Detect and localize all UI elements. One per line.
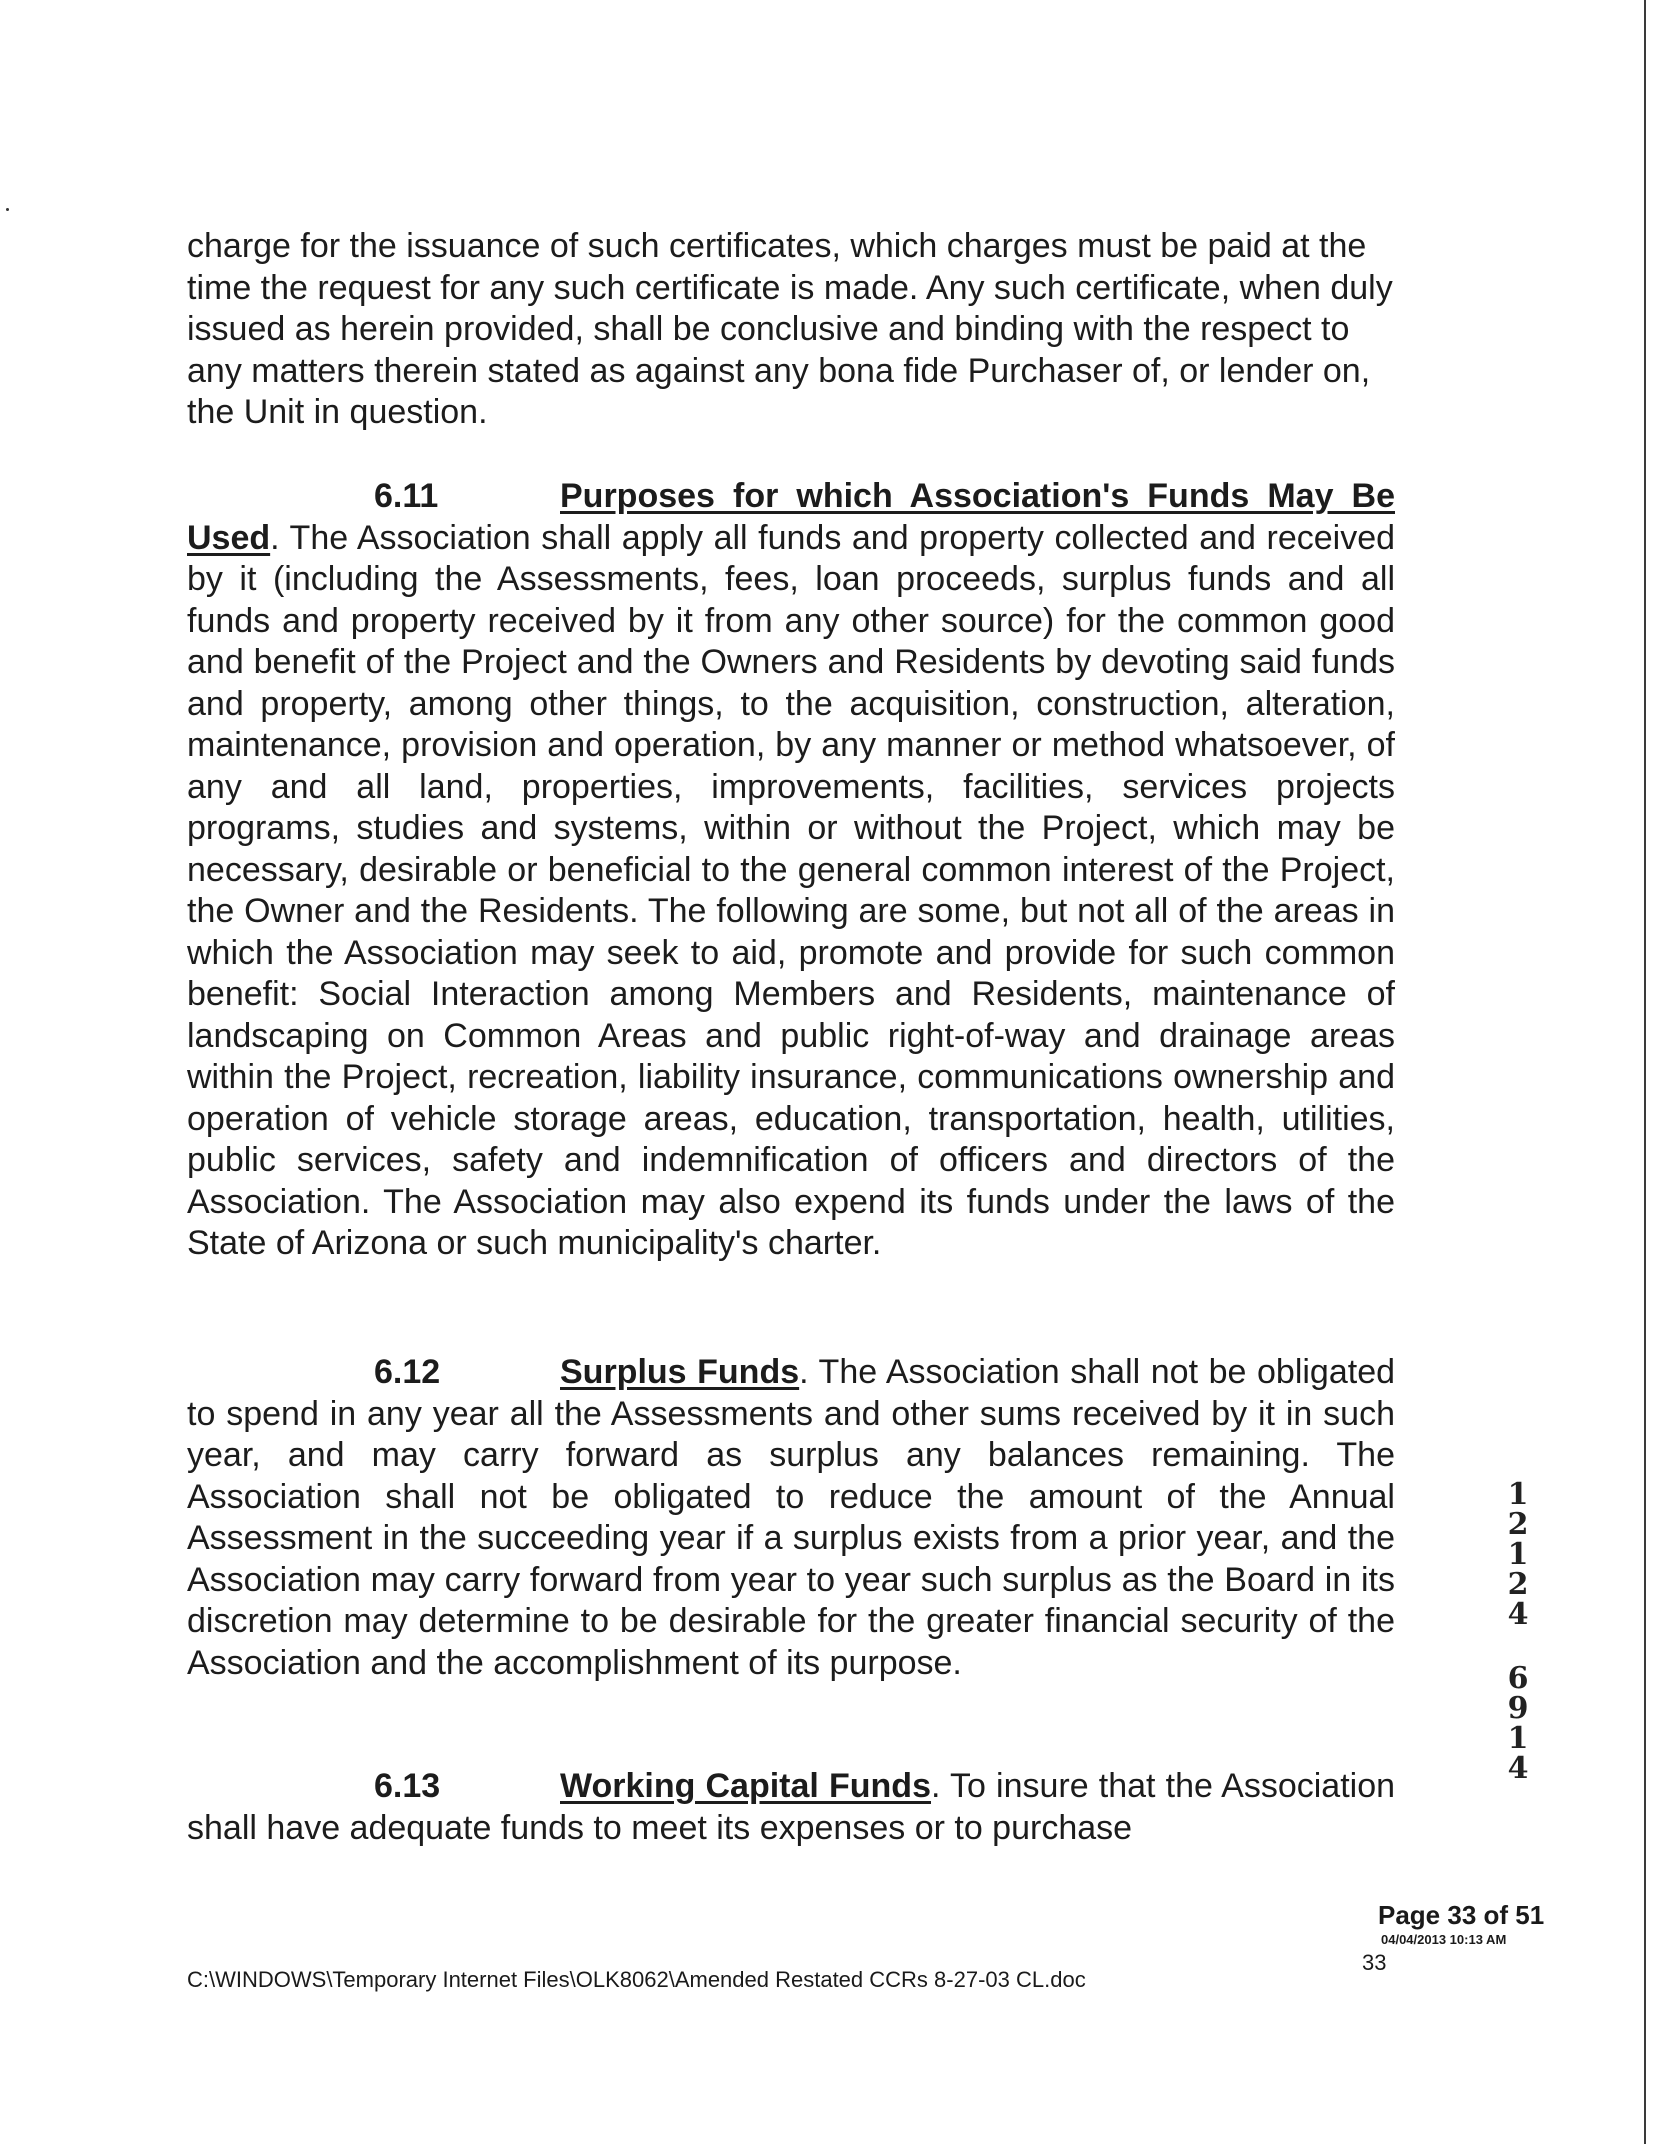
- section-6-11: 6.11 Purposes for which Association's Funds May Be Used. The Association shall apply all funds and property collected and received by it (including the Assessments, fees, loan proceeds, surplus funds and all funds and property received by it from any other source) for the common good and benefit of the Project and the Owners and Residents by devoting said funds and property, among other things, to the acquisition, construction, alteration, maintenance, provision and operation, by any manner or method whatsoever, of any and all land, properties, improvements, facilities, services projects programs, studies and systems, within or without the Project, which may be necessary, desirable or beneficial to the general common interest of the Project, the Owner and the Residents. The following are some, but not all of the areas in which the Association may seek to aid, promote and provide for such common benefit: Social Interaction among Members and Residents, maintenance of landscaping on Common Areas and public right-of-way and drainage areas within the Project, recreation, liability insurance, communications ownership and operation of vehicle storage areas, education, transportation, health, utilities, public services, safety and indemnification of officers and directors of the Association. The Association may also expend its funds under the laws of the State of Arizona or such municipality's charter.: [187, 477, 1396, 1262]
- section-6-12: 6.12 Surplus Funds. The Association shall not be obligated to spend in any year all the Assessments and other sums received by it in such year, and may carry forward as surplus any balances remaining. The Association shall not be obligated to reduce the amount of the Annual Assessment in the succeeding year if a surplus exists from a prior year, and the Association may carry forward from year to year such surplus as the Board in its discretion may determine to be desirable for the greater financial security of the Association and the accomplishment of its purpose.: [187, 1353, 1396, 1682]
- stamp-digit: 1: [1507, 1537, 1529, 1572]
- stamp-digit: 4: [1507, 1751, 1529, 1786]
- stamp-digit: 1: [1507, 1477, 1529, 1512]
- stamp-digit: 4: [1507, 1597, 1529, 1632]
- section-title: Working Capital Funds: [560, 1767, 931, 1805]
- section-number: 6.12: [374, 1353, 441, 1391]
- stamp-digit: 9: [1507, 1691, 1529, 1726]
- print-datetime: 04/04/2013 10:13 AM: [1381, 1932, 1507, 1947]
- paragraph-continuation: charge for the issuance of such certificates, which charges must be paid at the time the request for any such certificate is made. Any such certificate, when duly issued as herein provided, shall be conclusive and binding with the respect to any matters therein stated as against any bona fide Purchaser of, or lender on, the Unit in question.: [187, 227, 1393, 431]
- stamp-digit: 1: [1507, 1721, 1529, 1756]
- scan-edge-line: [1644, 0, 1646, 2144]
- section-number: 6.11: [374, 477, 439, 515]
- recording-number-stamp: [1502, 1477, 1534, 1786]
- scan-speck: [6, 208, 9, 211]
- stamp-digit: 2: [1507, 1567, 1529, 1602]
- section-body: The Association shall apply all funds and property collected and received by it (including the Assessments, fees, loan proceeds, surplus funds and all funds and property received by it from any other source) for the common good and benefit of the Project and the Owners and Residents by devoting said funds and property, among other things, to the acquisition, construction, alteration, maintenance, provision and operation, by any manner or method whatsoever, of any and all land, properties, improvements, facilities, services projects programs, studies and systems, within or without the Project, which may be necessary, desirable or beneficial to the general common interest of the Project, the Owner and the Residents. The following are some, but not all of the areas in which the Association may seek to aid, promote and provide for such common benefit: Social Interaction among Members and Residents, maintenance of landscaping on Common Areas and public right-of-way and drainage areas within the Project, recreation, liability insurance, communications ownership and operation of vehicle storage areas, education, transportation, health, utilities, public services, safety and indemnification of officers and directors of the Association. The Association may also expend its funds under the laws of the State of Arizona or such municipality's charter.: [187, 518, 1396, 1262]
- stamp-digit: 2: [1507, 1507, 1529, 1542]
- stamp-digit: 6: [1507, 1661, 1529, 1696]
- section-title: Surplus Funds: [560, 1353, 800, 1391]
- section-body: To insure that the Association shall have adequate funds to meet its expenses or to purchase: [187, 1767, 1396, 1847]
- section-number: 6.13: [374, 1767, 441, 1805]
- file-path: C:\WINDOWS\Temporary Internet Files\OLK8062\Amended Restated CCRs 8-27-03 CL.doc: [187, 1967, 1086, 1992]
- page-count-label: Page 33 of 51: [1378, 1900, 1545, 1930]
- stamp-gap: [1502, 1630, 1534, 1664]
- section-title: Purposes for which Association's Funds May Be Used: [187, 477, 1395, 557]
- page-number: 33: [1362, 1950, 1387, 1975]
- section-6-13: 6.13 Working Capital Funds. To insure that the Association shall have adequate funds to meet its expenses or to purchase: [187, 1767, 1396, 1847]
- section-body: The Association shall not be obligated to spend in any year all the Assessments and other sums received by it in such year, and may carry forward as surplus any balances remaining. The Association shall not be obligated to reduce the amount of the Annual Assessment in the succeeding year if a surplus exists from a prior year, and the Association may carry forward from year to year such surplus as the Board in its discretion may determine to be desirable for the greater financial security of the Association and the accomplishment of its purpose.: [187, 1353, 1396, 1682]
